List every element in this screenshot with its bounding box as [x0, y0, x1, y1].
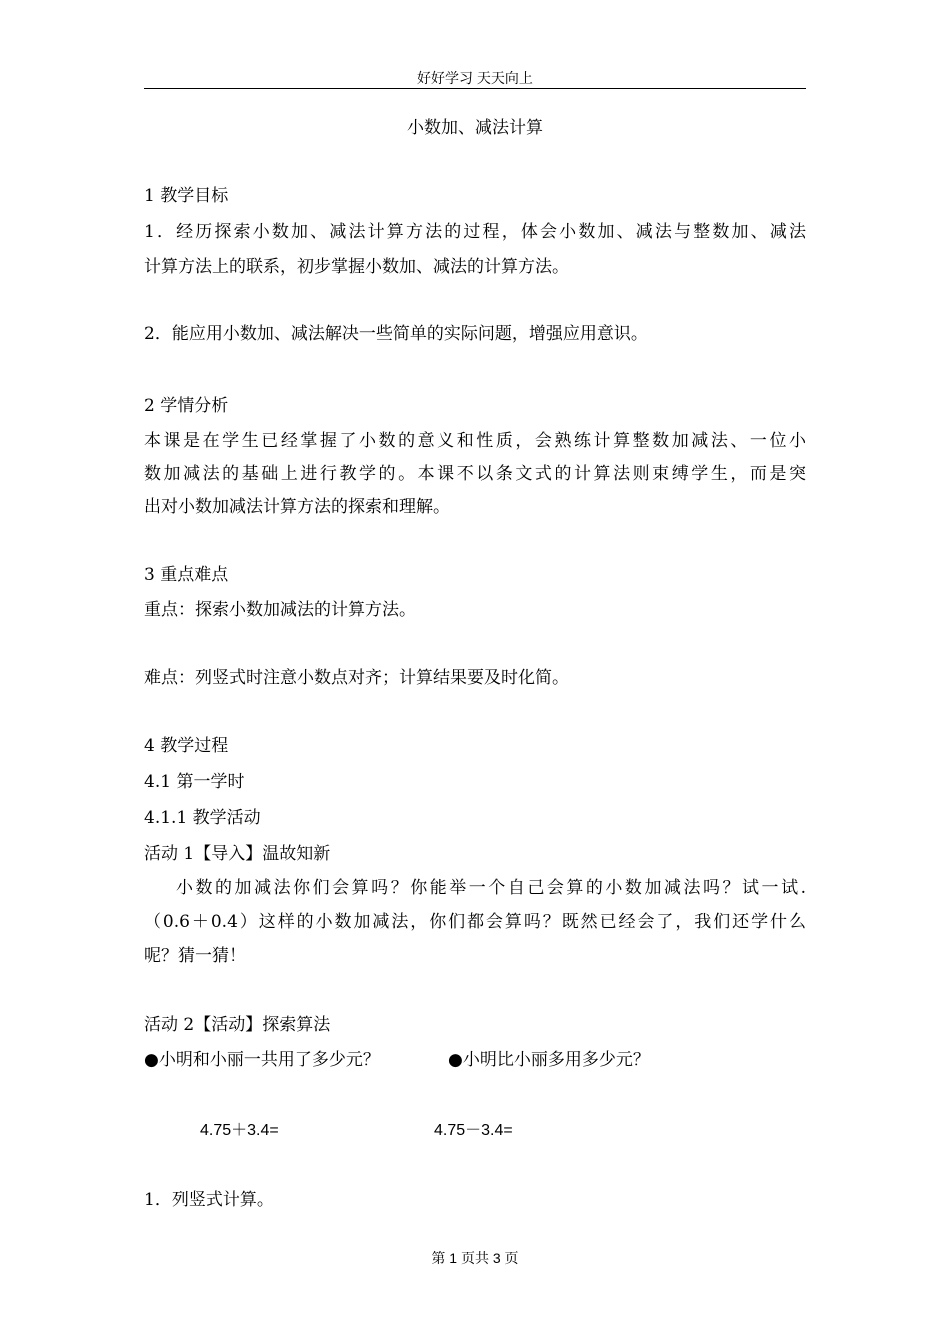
section-heading-teaching-process: 4 教学过程 — [144, 736, 229, 756]
goal-2: 2．能应用小数加、减法解决一些简单的实际问题，增强应用意识。 — [144, 324, 648, 344]
activity-1-line-2: （0.6＋0.4）这样的小数加减法，你们都会算吗？既然已经会了，我们还学什么 — [144, 912, 806, 932]
difficulty-point: 难点：列竖式时注意小数点对齐；计算结果要及时化简。 — [144, 668, 569, 688]
activity-1-line-1: 小数的加减法你们会算吗？你能举一个自己会算的小数加减法吗？试一试. — [176, 878, 806, 898]
key-point: 重点：探索小数加减法的计算方法。 — [144, 600, 416, 620]
section-heading-key-points: 3 重点难点 — [144, 565, 229, 585]
goal-1-line-2: 计算方法上的联系，初步掌握小数加、减法的计算方法。 — [144, 257, 569, 277]
header-divider — [144, 88, 806, 89]
goal-1-line-1: 1．经历探索小数加、减法计算方法的过程，体会小数加、减法与整数加、减法 — [144, 222, 806, 242]
analysis-line-1: 本课是在学生已经掌握了小数的意义和性质，会熟练计算整数加减法、一位小 — [144, 431, 806, 451]
subsection-teaching-activities: 4.1.1 教学活动 — [144, 808, 261, 828]
analysis-line-2: 数加减法的基础上进行教学的。本课不以条文式的计算法则束缚学生，而是突 — [144, 464, 806, 484]
page-header: 好好学习 天天向上 — [417, 70, 533, 86]
page-footer: 第 1 页共 3 页 — [431, 1250, 519, 1266]
subsection-first-lesson: 4.1 第一学时 — [144, 772, 245, 792]
activity-2-heading: 活动 2【活动】探索算法 — [144, 1015, 331, 1035]
step-1-vertical-calculation: 1．列竖式计算。 — [144, 1190, 274, 1210]
document-title: 小数加、减法计算 — [407, 118, 543, 138]
activity-1-heading: 活动 1【导入】温故知新 — [144, 844, 331, 864]
question-total-spent: ●小明和小丽一共用了多少元？ — [144, 1050, 380, 1070]
question-difference-spent: ●小明比小丽多用多少元？ — [448, 1050, 650, 1070]
section-heading-learning-analysis: 2 学情分析 — [144, 396, 229, 416]
activity-1-line-3: 呢？猜一猜！ — [144, 946, 246, 966]
section-heading-teaching-goals: 1 教学目标 — [144, 186, 229, 206]
expression-addition: 4.75＋3.4= — [200, 1122, 279, 1139]
analysis-line-3: 出对小数加减法计算方法的探索和理解。 — [144, 497, 450, 517]
expression-subtraction: 4.75－3.4= — [434, 1122, 513, 1139]
